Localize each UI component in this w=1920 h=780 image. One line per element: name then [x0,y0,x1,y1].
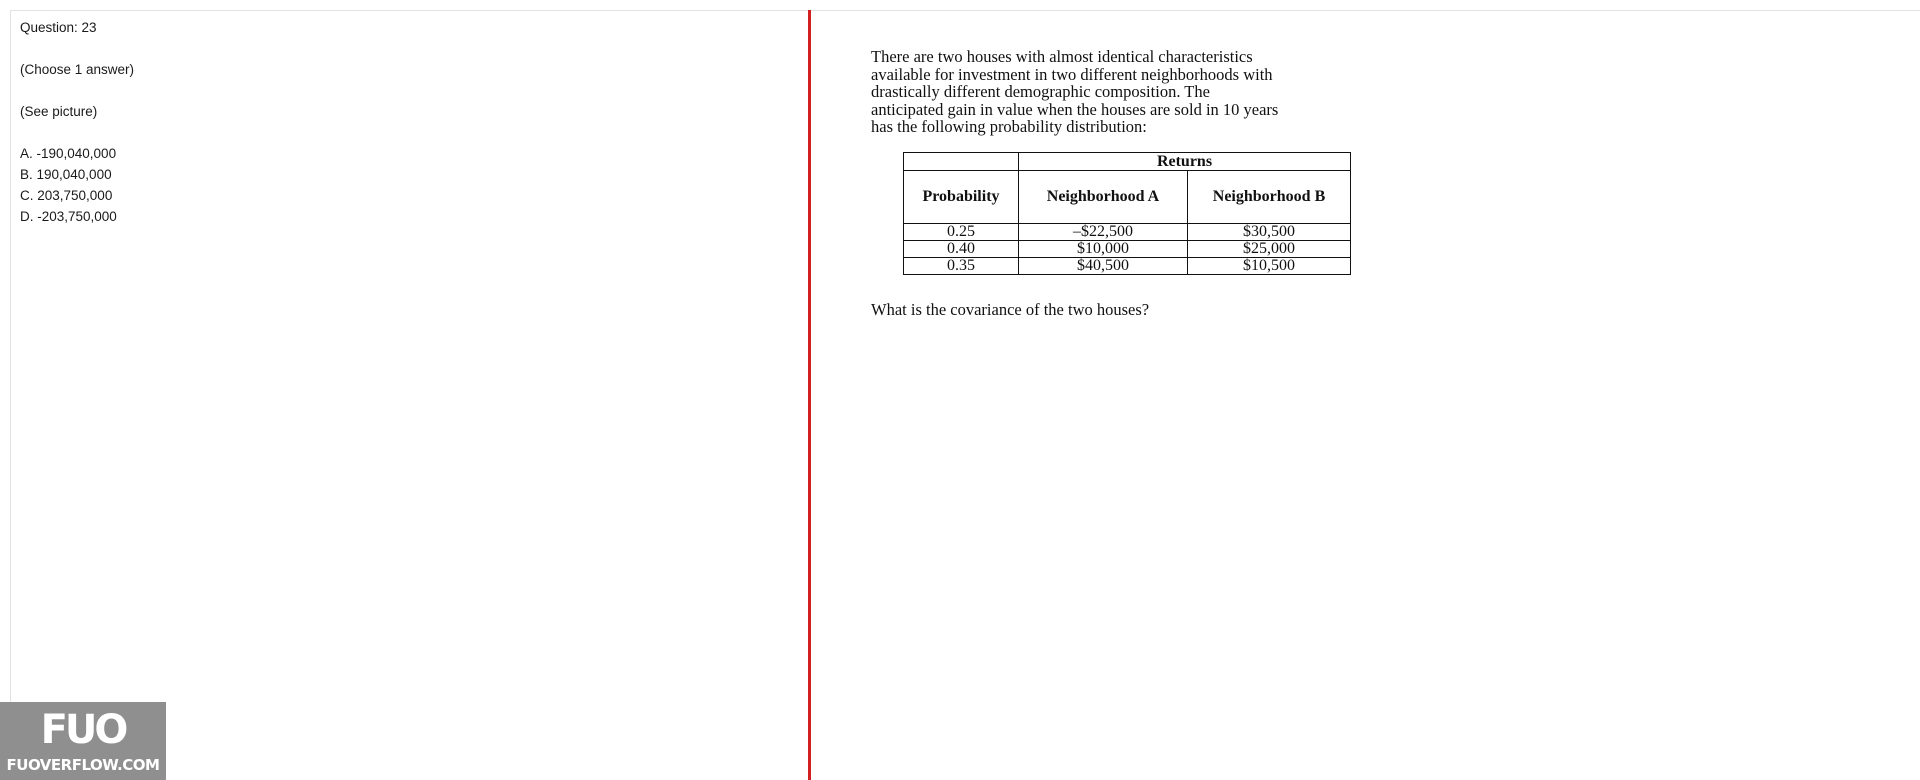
watermark-site: FUOVERFLOW.COM [6,756,160,774]
problem-statement [871,48,1341,136]
cell-probability: 0.25 [904,224,1019,241]
answer-option-d[interactable]: D. -203,750,000 [20,209,117,224]
top-border [10,10,1920,11]
picture-pane [871,47,1591,319]
problem-line: There are two houses with almost identical characteristics [871,47,1253,66]
header-probability: Probability [904,171,1019,224]
question-number: Question: 23 [20,20,97,35]
cell-neighborhood-b: $25,000 [1188,241,1351,258]
problem-line: anticipated gain in value when the houses are sold in 10 years [871,99,1279,119]
pane-divider[interactable] [808,10,811,780]
answer-option-b[interactable]: B. 190,040,000 [20,167,112,182]
problem-line: available for investment in two different neighborhoods with [871,64,1273,84]
table-row [904,224,1351,241]
table-corner-cell [904,153,1019,171]
table-row [904,258,1351,275]
cell-probability: 0.35 [904,258,1019,275]
header-neighborhood-b: Neighborhood B [1188,171,1351,224]
cell-neighborhood-b: $10,500 [1188,258,1351,275]
cell-neighborhood-a: –$22,500 [1019,224,1188,241]
cell-neighborhood-a: $10,000 [1019,241,1188,258]
answer-option-a[interactable]: A. -190,040,000 [20,146,117,161]
covariance-question: What is the covariance of the two houses? [871,300,1150,319]
returns-table [903,152,1351,275]
see-picture-note: (See picture) [20,104,98,119]
problem-line: has the following probability distribution: [871,117,1147,136]
header-neighborhood-a: Neighborhood A [1019,171,1188,224]
answer-option-c[interactable]: C. 203,750,000 [20,188,113,203]
table-row [904,241,1351,258]
cell-probability: 0.40 [904,241,1019,258]
cell-neighborhood-b: $30,500 [1188,224,1351,241]
watermark-logo [0,702,166,780]
cell-neighborhood-a: $40,500 [1019,258,1188,275]
answer-instruction: (Choose 1 answer) [20,62,135,77]
problem-line: drastically different demographic composition. The [871,82,1210,101]
returns-header: Returns [1019,153,1351,171]
logo-mark: FUO [40,707,126,753]
left-border [10,10,11,780]
